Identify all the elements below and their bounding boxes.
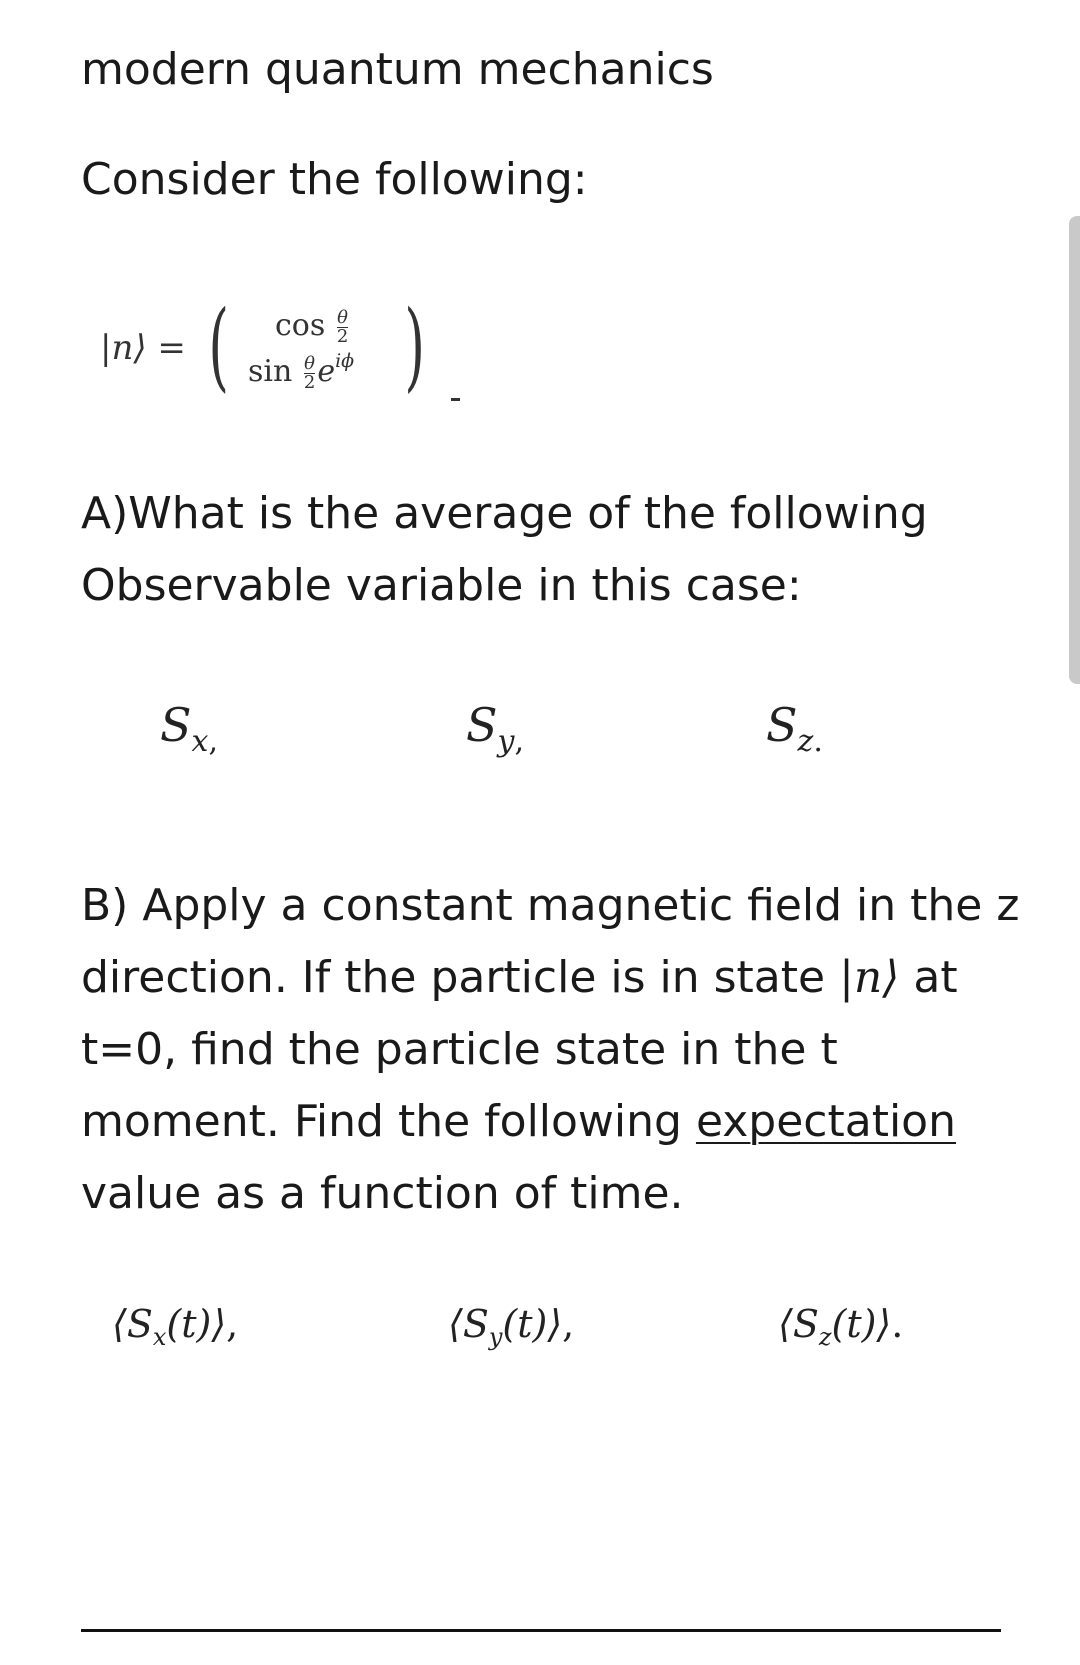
- operator-sx: $S_{x,}$: [160, 698, 218, 759]
- frac-numerator: θ: [304, 352, 315, 374]
- left-paren: (: [208, 290, 230, 402]
- question-b-part1: B) Apply a constant magnetic field in the z direction. If the particle is in state: [81, 880, 1020, 1003]
- stray-mark: [451, 398, 460, 401]
- half-theta-fraction: [336, 306, 349, 347]
- vector-bottom-entry: [248, 350, 354, 392]
- vector-top-entry: [275, 308, 350, 346]
- question-b-part3: value as a function of time.: [81, 1168, 684, 1219]
- ket-lhs: |n⟩ =: [100, 328, 186, 368]
- question-a: A)What is the average of the following Observable variable in this case:: [81, 488, 928, 611]
- expectation-link[interactable]: expectation: [695, 1096, 956, 1147]
- ket-n: |n⟩: [839, 952, 900, 1003]
- right-paren: ): [404, 290, 426, 402]
- frac-denominator: 2: [303, 371, 316, 393]
- bottom-divider: [81, 1629, 1001, 1632]
- intro-text: Consider the following:: [81, 154, 588, 205]
- exp-power: iϕ: [335, 350, 355, 372]
- question-b-part2: at t=0, find the particle state in the t moment. Find the following: [81, 952, 958, 1147]
- sin-function: sin: [248, 354, 293, 389]
- scrollbar[interactable]: [1069, 216, 1080, 684]
- half-theta-fraction: [303, 352, 316, 393]
- expectation-sz: $⟨S_z(t)⟩$.: [778, 1302, 904, 1351]
- operator-sz: $S_{z.}$: [766, 698, 823, 759]
- ket-equation: [100, 290, 460, 404]
- question-b: [81, 870, 1021, 1230]
- cos-function: cos: [275, 308, 326, 343]
- frac-numerator: θ: [337, 306, 348, 328]
- page-title: modern quantum mechanics: [81, 44, 714, 95]
- frac-denominator: 2: [336, 325, 349, 347]
- expectation-sx: $⟨S_x(t)⟩$,: [112, 1302, 239, 1351]
- expectation-sy: $⟨S_y(t)⟩$,: [448, 1302, 575, 1351]
- exp-base: e: [317, 354, 336, 389]
- operator-sy: $S_{y,}$: [466, 698, 525, 759]
